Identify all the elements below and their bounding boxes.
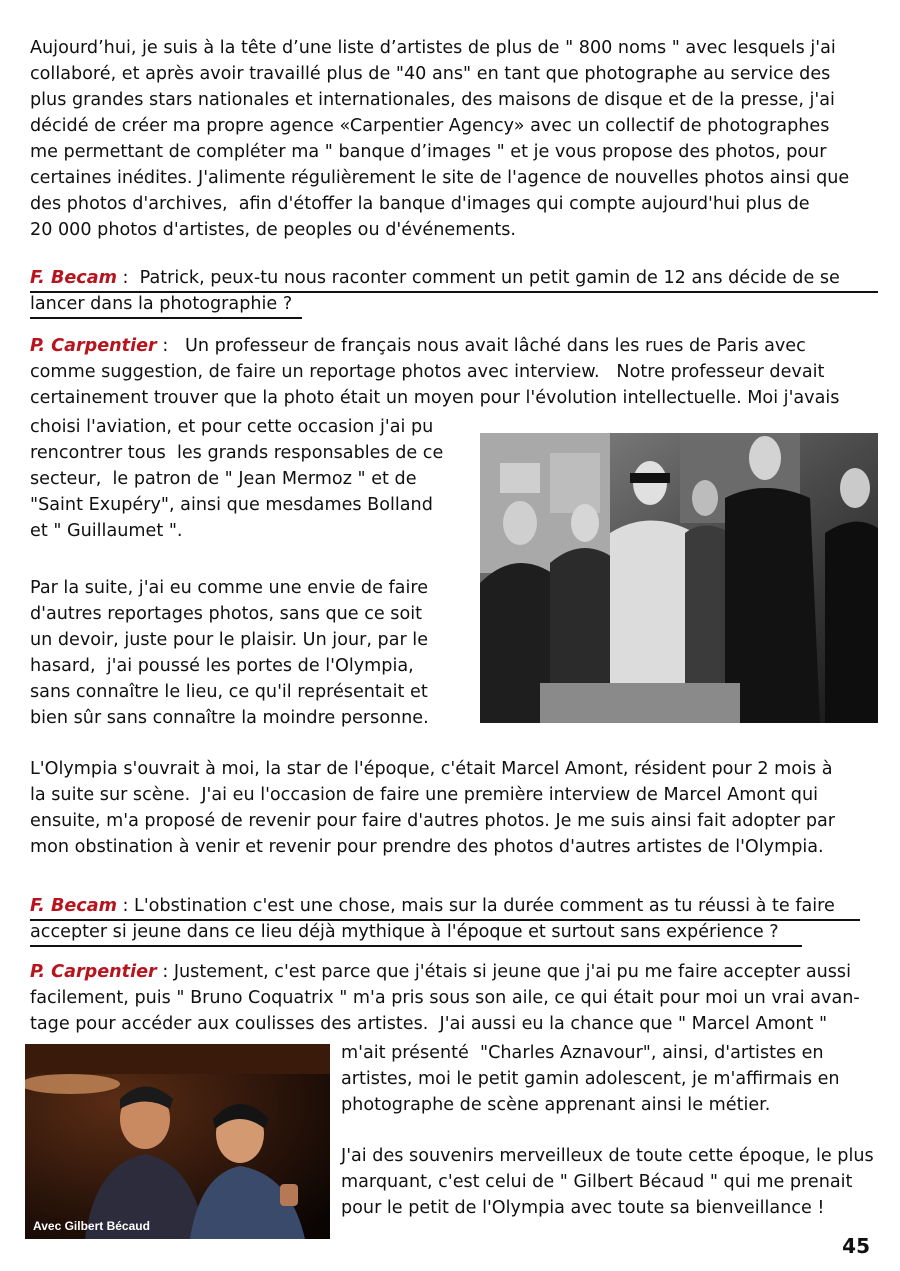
photo-caption: Avec Gilbert Bécaud [33,1219,150,1233]
speaker-label: P. Carpentier [30,962,157,982]
question-line: accepter si jeune dans ce lieu déjà mythique à l'époque et surtout sans expérience ? [30,922,779,942]
text-line: des photos d'archives, afin d'étoffer la banque d'images qui compte aujourd'hui plus de [30,194,810,214]
text-line: certainement trouver que la photo était un moyen pour l'évolution intellectuelle. Moi j'avais [30,388,840,408]
answer-line [30,960,851,986]
speaker-label: F. Becam [30,896,117,916]
question-line [30,266,840,292]
text-line: tage pour accéder aux coulisses des artistes. J'ai aussi eu la chance que " Marcel Amont " [30,1014,828,1034]
text-line: choisi l'aviation, et pour cette occasion j'ai pu [30,417,434,437]
underline-divider [30,945,802,947]
text-line: plus grandes stars nationales et internationales, des maisons de disque et de la presse, j'ai [30,90,835,110]
text-line: L'Olympia s'ouvrait à moi, la star de l'époque, c'était Marcel Amont, résident pour 2 mois à [30,759,833,779]
text-line: collaboré, et après avoir travaillé plus de "40 ans" en tant que photographe au service des [30,64,831,84]
becaud-photo-image [25,1044,330,1239]
question-line: lancer dans la photographie ? [30,294,293,314]
text-line: mon obstination à venir et revenir pour prendre des photos d'autres artistes de l'Olympia. [30,837,824,857]
text-line: "Saint Exupéry", ainsi que mesdames Bolland [30,495,433,515]
text-line: photographe de scène apprenant ainsi le métier. [341,1095,771,1115]
text-line: sans connaître le lieu, ce qu'il représentait et [30,682,428,702]
page-number: 45 [842,1234,870,1258]
text-line: J'ai des souvenirs merveilleux de toute cette époque, le plus [341,1146,874,1166]
text-line: certaines inédites. J'alimente régulièrement le site de l'agence de nouvelles photos ainsi que [30,168,850,188]
text-line: pour le petit de l'Olympia avec toute sa bienveillance ! [341,1198,825,1218]
text-line: comme suggestion, de faire un reportage photos avec interview. Notre professeur devait [30,362,825,382]
group-photo [480,433,878,723]
answer-text: : Un professeur de français nous avait lâché dans les rues de Paris avec [156,336,806,356]
text-line: et " Guillaumet ". [30,521,183,541]
text-line: Par la suite, j'ai eu comme une envie de faire [30,578,429,598]
underline-divider [30,317,302,319]
text-line: un devoir, juste pour le plaisir. Un jour, par le [30,630,429,650]
question-text: : Patrick, peux-tu nous raconter comment un petit gamin de 12 ans décide de se [116,268,840,288]
text-line: décidé de créer ma propre agence «Carpentier Agency» avec un collectif de photographes [30,116,830,136]
text-line: la suite sur scène. J'ai eu l'occasion de faire une première interview de Marcel Amont qui [30,785,819,805]
speaker-label: F. Becam [30,268,117,288]
text-line: marquant, c'est celui de " Gilbert Bécaud " qui me prenait [341,1172,853,1192]
speaker-label: P. Carpentier [30,336,157,356]
question-text: : L'obstination c'est une chose, mais sur la durée comment as tu réussi à te faire [116,896,835,916]
text-line: ensuite, m'a proposé de revenir pour faire d'autres photos. Je me suis ainsi fait adopter par [30,811,836,831]
text-line: artistes, moi le petit gamin adolescent, je m'affirmais en [341,1069,840,1089]
text-line: 20 000 photos d'artistes, de peoples ou d'événements. [30,220,517,240]
group-photo-image [480,433,878,723]
text-line: d'autres reportages photos, sans que ce soit [30,604,423,624]
question-line [30,894,835,920]
text-line: secteur, le patron de " Jean Mermoz " et de [30,469,417,489]
text-line: bien sûr sans connaître la moindre personne. [30,708,429,728]
answer-text: : Justement, c'est parce que j'étais si jeune que j'ai pu me faire accepter aussi [156,962,851,982]
text-line: m'ait présenté "Charles Aznavour", ainsi, d'artistes en [341,1043,824,1063]
text-line: me permettant de compléter ma " banque d’images " et je vous propose des photos, pour [30,142,827,162]
text-line: rencontrer tous les grands responsables de ce [30,443,444,463]
text-line: hasard, j'ai poussé les portes de l'Olympia, [30,656,414,676]
becaud-photo [25,1044,330,1239]
text-line: Aujourd’hui, je suis à la tête d’une liste d’artistes de plus de " 800 noms " avec lesquels j'ai [30,38,836,58]
text-line: facilement, puis " Bruno Coquatrix " m'a pris sous son aile, ce qui était pour moi un vrai avan- [30,988,860,1008]
answer-line [30,334,806,360]
